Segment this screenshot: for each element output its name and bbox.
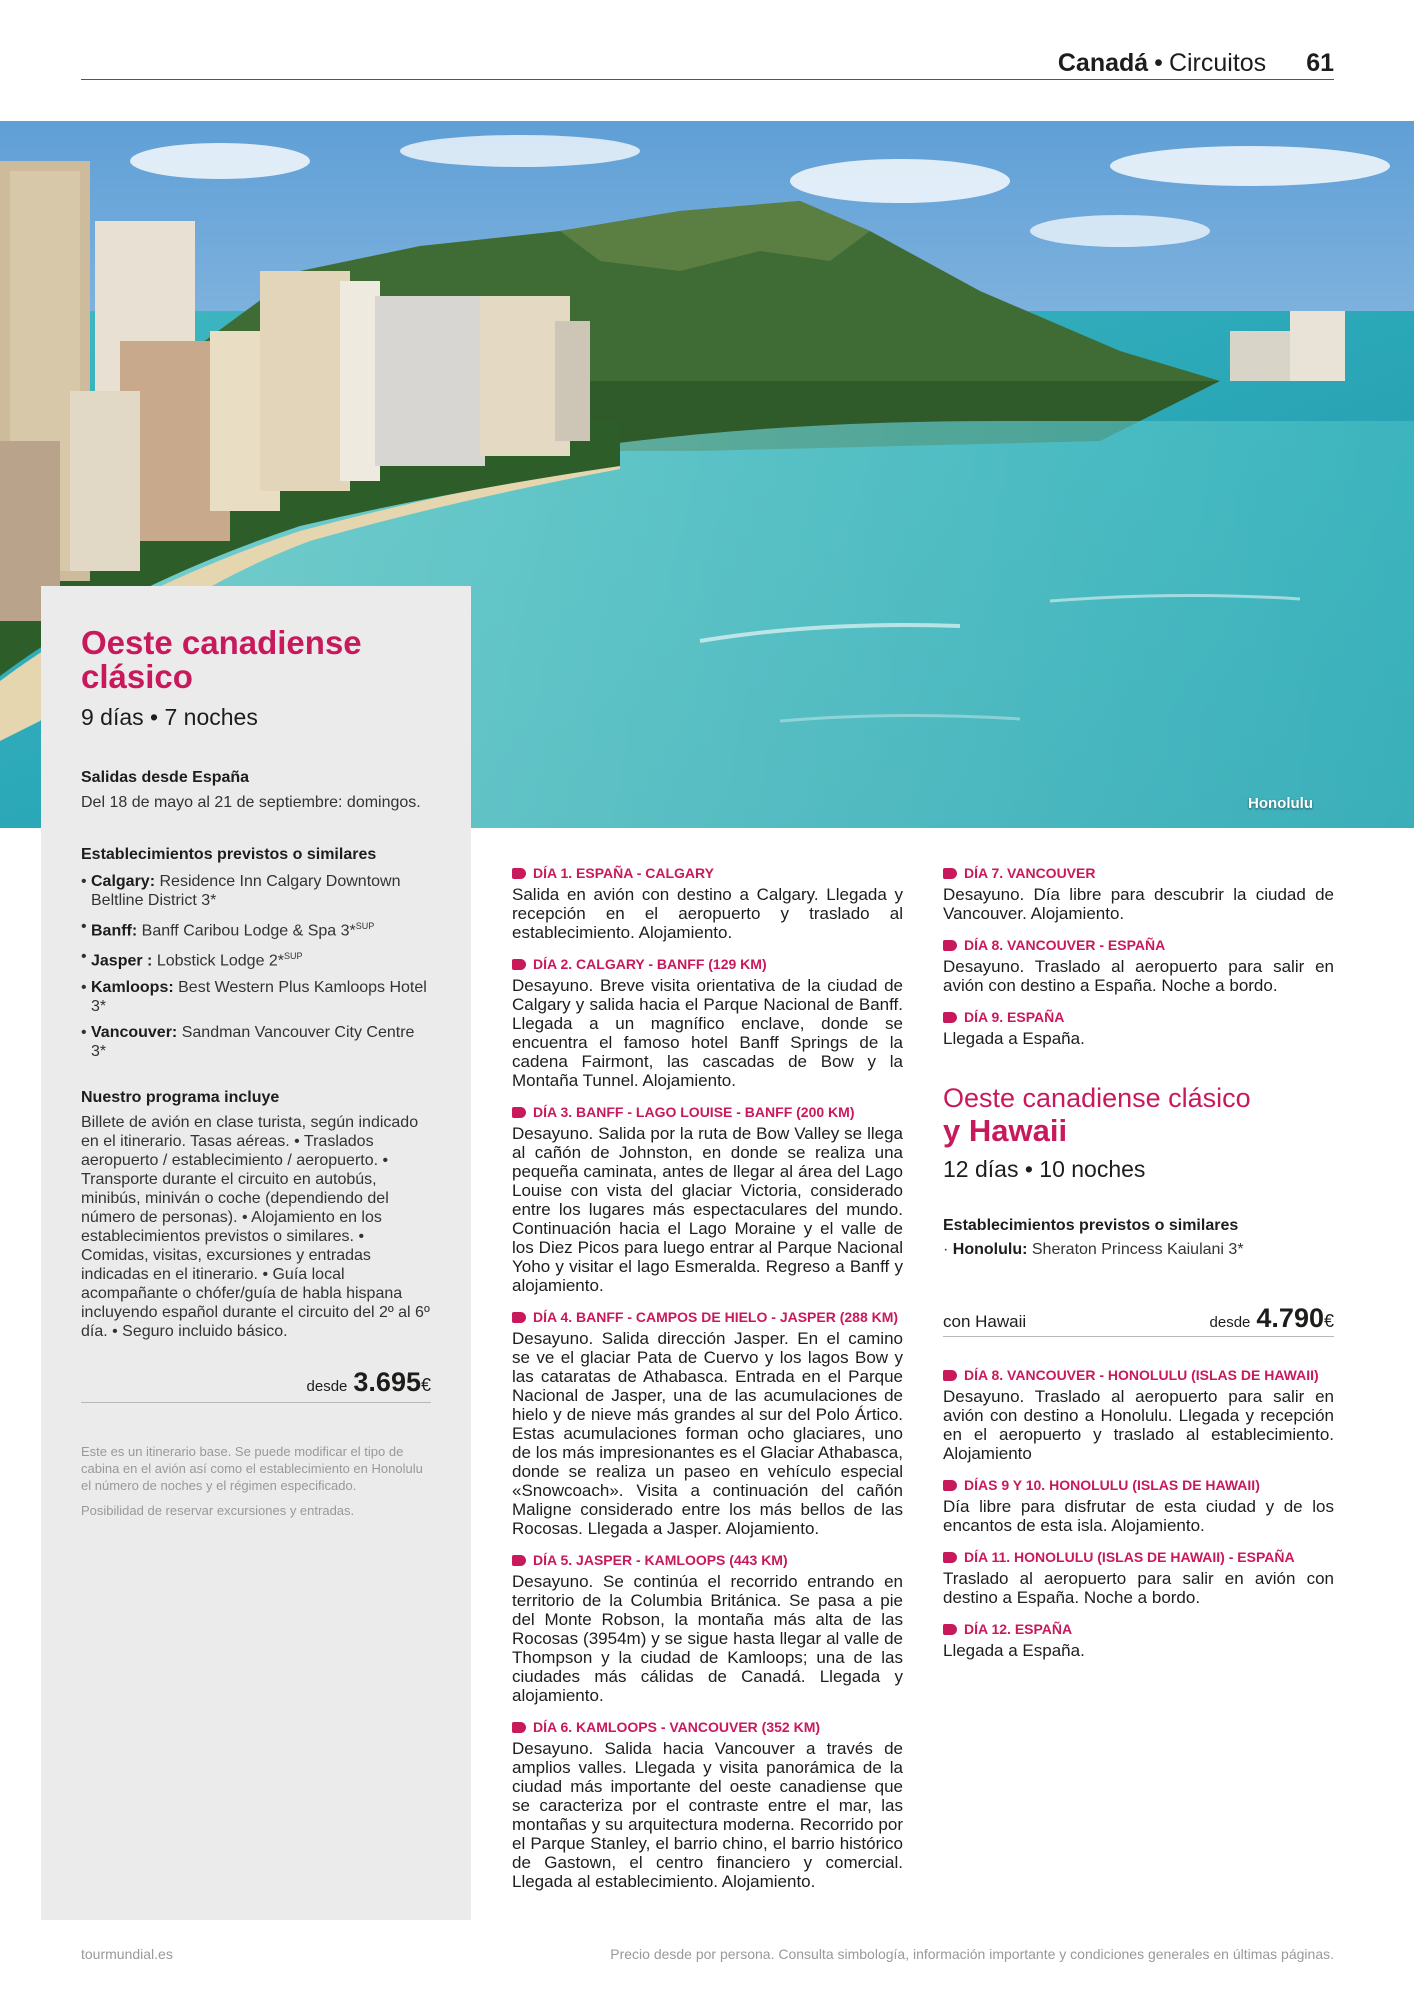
tag-icon xyxy=(943,1012,957,1023)
itinerary-column-right xyxy=(943,865,1334,1660)
day-text: Desayuno. Traslado al aeropuerto para salir en avión con destino a España. Noche a bordo. xyxy=(943,957,1334,995)
hotel-item xyxy=(81,1023,431,1061)
hawaii-duration: 12 días • 10 noches xyxy=(943,1156,1146,1182)
day-text: Llegada a España. xyxy=(943,1641,1085,1660)
hotel-city: Calgary: xyxy=(91,873,156,890)
hotel-item xyxy=(81,978,431,1016)
day-text: Desayuno. Breve visita orientativa de la ciudad de Calgary y salida hacia el Parque Nacional de Banff. Llegada a un magnífico enclave, donde se encuentra el famoso hotel Banff Springs de la cadena Fairmont, las cascadas de Bow y la Montaña Tunnel. Alojamiento. xyxy=(512,976,903,1090)
tag-icon xyxy=(943,1480,957,1491)
hero-caption: Honolulu xyxy=(1248,795,1313,812)
hotel-sup: SUP xyxy=(284,951,303,962)
day-title: DÍA 8. VANCOUVER - HONOLULU (ISLAS DE HAWAII) xyxy=(964,1367,1319,1383)
day-text: Desayuno. Salida por la ruta de Bow Valley se llega al cañón de Johnston, en donde se realiza una pequeña caminata, antes de llegar al área del Lago Louise con vista del glaciar Victoria, considerado entre los lugares más espectaculares del mundo. Continuación hacia el Lago Moraine y el valle de los Diez Picos para luego entrar al Parque Nacional Yoho y visitar el lago Esmeralda. Regreso a Banff y alojamiento. xyxy=(512,1124,903,1295)
departures-text: Del 18 de mayo al 21 de septiembre: domingos. xyxy=(81,794,421,811)
hotel-city: Kamloops: xyxy=(91,978,174,996)
day-title: DÍA 1. ESPAÑA - CALGARY xyxy=(533,865,714,881)
tag-icon xyxy=(512,1555,526,1566)
tag-icon xyxy=(512,1312,526,1323)
hotel-name: Banff Caribou Lodge & Spa 3* xyxy=(141,922,356,940)
day-text: Desayuno. Salida dirección Jasper. En el camino se ve el glaciar Pata de Cuervo y los lagos Bow y las cataratas de Athabasca. Entrada en el Parque Nacional de Jasper, una de las acumulaciones de hielo y de nieve más grandes al sur del Polo Ártico. Estas acumulaciones forman ocho glaciares, uno de los más impresionantes es el Glaciar Athabasca, donde se realiza un paseo en vehículo especial «Snowcoach». Visita a continuación del cañón Maligne considerado entre los más bellos de las Rocosas. Llegada a Jasper. Alojamiento. xyxy=(512,1329,903,1538)
tag-icon xyxy=(512,959,526,970)
tag-icon xyxy=(943,1552,957,1563)
hotel-item xyxy=(81,917,431,940)
day-heading xyxy=(943,937,1334,953)
hotel-name: Best Western Plus Kamloops Hotel 3* xyxy=(91,978,427,1015)
day-text: Llegada a España. xyxy=(943,1029,1085,1048)
includes-text: Billete de avión en clase turista, según indicado en el itinerario. Tasas aéreas. • Traslados aeropuerto / establecimiento / aeropuerto. • Transporte durante el circuito en autobús, minibús, miniván o coche (dependiendo del número de personas). • Alojamiento en los establecimientos previstos o similares. • Comidas, visitas, excursiones y entradas indicadas en el itinerario. • Guía local acompañante o chófer/guía de habla hispana incluyendo español durante el circuito del 2º al 6º día. • Seguro incluido básico. xyxy=(81,1113,430,1340)
page-header xyxy=(81,48,1334,80)
day-text: Desayuno. Traslado al aeropuerto para salir en avión con destino a Honolulu. Llegada y recepción en el aeropuerto y traslado al establecimiento. Alojamiento xyxy=(943,1387,1334,1463)
day-title: DÍA 8. VANCOUVER - ESPAÑA xyxy=(964,937,1166,953)
footer-disclaimer: Precio desde por persona. Consulta simbología, información importante y condiciones generales en últimas páginas. xyxy=(610,1946,1334,1962)
day-heading xyxy=(512,865,903,881)
day-heading xyxy=(943,1367,1334,1383)
hawaii-price-currency: € xyxy=(1323,1311,1334,1331)
hotel-city: Jasper : xyxy=(91,952,153,970)
price-prefix: desde xyxy=(306,1377,348,1395)
hawaii-hotel-name: Sheraton Princess Kaiulani 3* xyxy=(1031,1241,1244,1258)
hawaii-price-prefix: desde xyxy=(1209,1314,1251,1331)
hawaii-price-amount: 4.790 xyxy=(1256,1303,1324,1333)
excursions-note: Posibilidad de reservar excursiones y entradas. xyxy=(81,1502,355,1518)
day-text: Desayuno. Se continúa el recorrido entrando en territorio de la Columbia Británica. Se pasa a pie del Monte Robson, la montaña más alta de las Rocosas (3954m) y se sigue hasta llegar al valle de Thompson y la ciudad de Kamloops; una de las ciudades más cálidas de Canadá. Llegada y alojamiento. xyxy=(512,1572,903,1705)
day-title: DÍA 3. BANFF - LAGO LOUISE - BANFF (200 KM) xyxy=(533,1104,855,1120)
day-heading xyxy=(512,1719,903,1735)
day-title: DÍAS 9 Y 10. HONOLULU (ISLAS DE HAWAII) xyxy=(964,1477,1260,1493)
hotel-name: Sandman Vancouver City Centre 3* xyxy=(91,1023,415,1060)
header-country: Canadá xyxy=(1057,49,1149,77)
header-separator: • xyxy=(1154,49,1163,77)
hotels-heading: Establecimientos previstos o similares xyxy=(81,846,377,863)
tour-duration: 9 días • 7 noches xyxy=(81,704,258,730)
tag-icon xyxy=(943,1624,957,1635)
hawaii-extension-title xyxy=(943,1082,1334,1183)
hotel-name: Residence Inn Calgary Downtown Beltline District 3* xyxy=(91,873,401,909)
day-text: Desayuno. Salida hacia Vancouver a través de amplios valles. Llegada y visita panorámica de la ciudad más importante del oeste canadiense que se caracteriza por el contraste entre el mar, las montañas y su arquitectura moderna. Recorrido por el Parque Stanley, el barrio chino, el barrio histórico de Gastown, el centro financiero y comercial. Llegada al establecimiento. Alojamiento. xyxy=(512,1739,903,1891)
tour-title xyxy=(81,626,431,694)
header-breadcrumb xyxy=(1058,48,1334,78)
includes-heading: Nuestro programa incluye xyxy=(81,1088,280,1106)
day-text: Salida en avión con destino a Calgary. Llegada y recepción en el aeropuerto y traslado al establecimiento. Alojamiento. xyxy=(512,885,903,942)
hawaii-price-label: con Hawaii xyxy=(943,1312,1027,1331)
tag-icon xyxy=(943,868,957,879)
hawaii-price xyxy=(943,1303,1334,1337)
tour-price xyxy=(81,1367,431,1403)
price-amount: 3.695 xyxy=(353,1366,421,1397)
day-text: Desayuno. Día libre para descubrir la ciudad de Vancouver. Alojamiento. xyxy=(943,885,1334,923)
tag-icon xyxy=(512,1722,526,1733)
price-currency: € xyxy=(420,1374,431,1395)
tour-info-panel xyxy=(41,586,471,1920)
day-heading xyxy=(943,1549,1334,1565)
departures-heading: Salidas desde España xyxy=(81,769,250,786)
hawaii-title-line1: Oeste canadiense clásico xyxy=(943,1083,1251,1113)
hotel-city: Vancouver: xyxy=(91,1023,178,1041)
hawaii-hotel-city: Honolulu: xyxy=(952,1241,1028,1258)
day-title: DÍA 6. KAMLOOPS - VANCOUVER (352 KM) xyxy=(533,1719,821,1735)
tag-icon xyxy=(943,940,957,951)
day-heading xyxy=(512,956,903,972)
day-heading xyxy=(512,1552,903,1568)
day-text: Traslado al aeropuerto para salir en avión con destino a España. Noche a bordo. xyxy=(943,1569,1334,1607)
hawaii-itinerary xyxy=(943,1367,1334,1660)
footer-site[interactable]: tourmundial.es xyxy=(81,1946,173,1962)
day-title: DÍA 7. VANCOUVER xyxy=(964,865,1096,881)
day-title: DÍA 11. HONOLULU (ISLAS DE HAWAII) - ESPAÑA xyxy=(964,1549,1295,1565)
itinerary-note: Este es un itinerario base. Se puede modificar el tipo de cabina en el avión así como el establecimiento en Honolulu el número de noches y el régimen especificado. xyxy=(81,1443,423,1493)
day-heading xyxy=(943,1621,1334,1637)
header-section: Circuitos xyxy=(1168,49,1267,77)
day-heading xyxy=(943,1009,1334,1025)
day-heading xyxy=(943,1477,1334,1493)
tour-title-line2: clásico xyxy=(81,658,193,695)
day-heading xyxy=(512,1104,903,1120)
day-title: DÍA 9. ESPAÑA xyxy=(964,1009,1065,1025)
hawaii-hotels-heading: Establecimientos previstos o similares xyxy=(943,1217,1239,1234)
hotels-list xyxy=(81,872,431,1061)
hawaii-hotel: · Honolulu: Sheraton Princess Kaiulani 3* xyxy=(943,1241,1244,1258)
hotel-city: Banff: xyxy=(91,922,138,940)
day-title: DÍA 12. ESPAÑA xyxy=(964,1621,1073,1637)
tag-icon xyxy=(943,1370,957,1381)
tour-title-line1: Oeste canadiense xyxy=(81,624,362,661)
page-number: 61 xyxy=(1306,49,1334,77)
day-heading xyxy=(512,1309,903,1325)
hotel-sup: SUP xyxy=(355,921,375,931)
day-title: DÍA 2. CALGARY - BANFF (129 KM) xyxy=(533,956,767,972)
tag-icon xyxy=(512,1107,526,1118)
hotel-name: Lobstick Lodge 2* xyxy=(156,952,285,970)
hawaii-title-line2: y Hawaii xyxy=(943,1113,1068,1148)
hotel-item xyxy=(81,947,431,970)
day-heading xyxy=(943,865,1334,881)
itinerary-column-middle xyxy=(512,865,903,1891)
tag-icon xyxy=(512,868,526,879)
day-title: DÍA 5. JASPER - KAMLOOPS (443 KM) xyxy=(533,1552,788,1568)
day-title: DÍA 4. BANFF - CAMPOS DE HIELO - JASPER (288 KM) xyxy=(533,1309,899,1325)
hotel-item xyxy=(81,872,431,910)
day-text: Día libre para disfrutar de esta ciudad y de los encantos de esta isla. Alojamiento. xyxy=(943,1497,1334,1535)
